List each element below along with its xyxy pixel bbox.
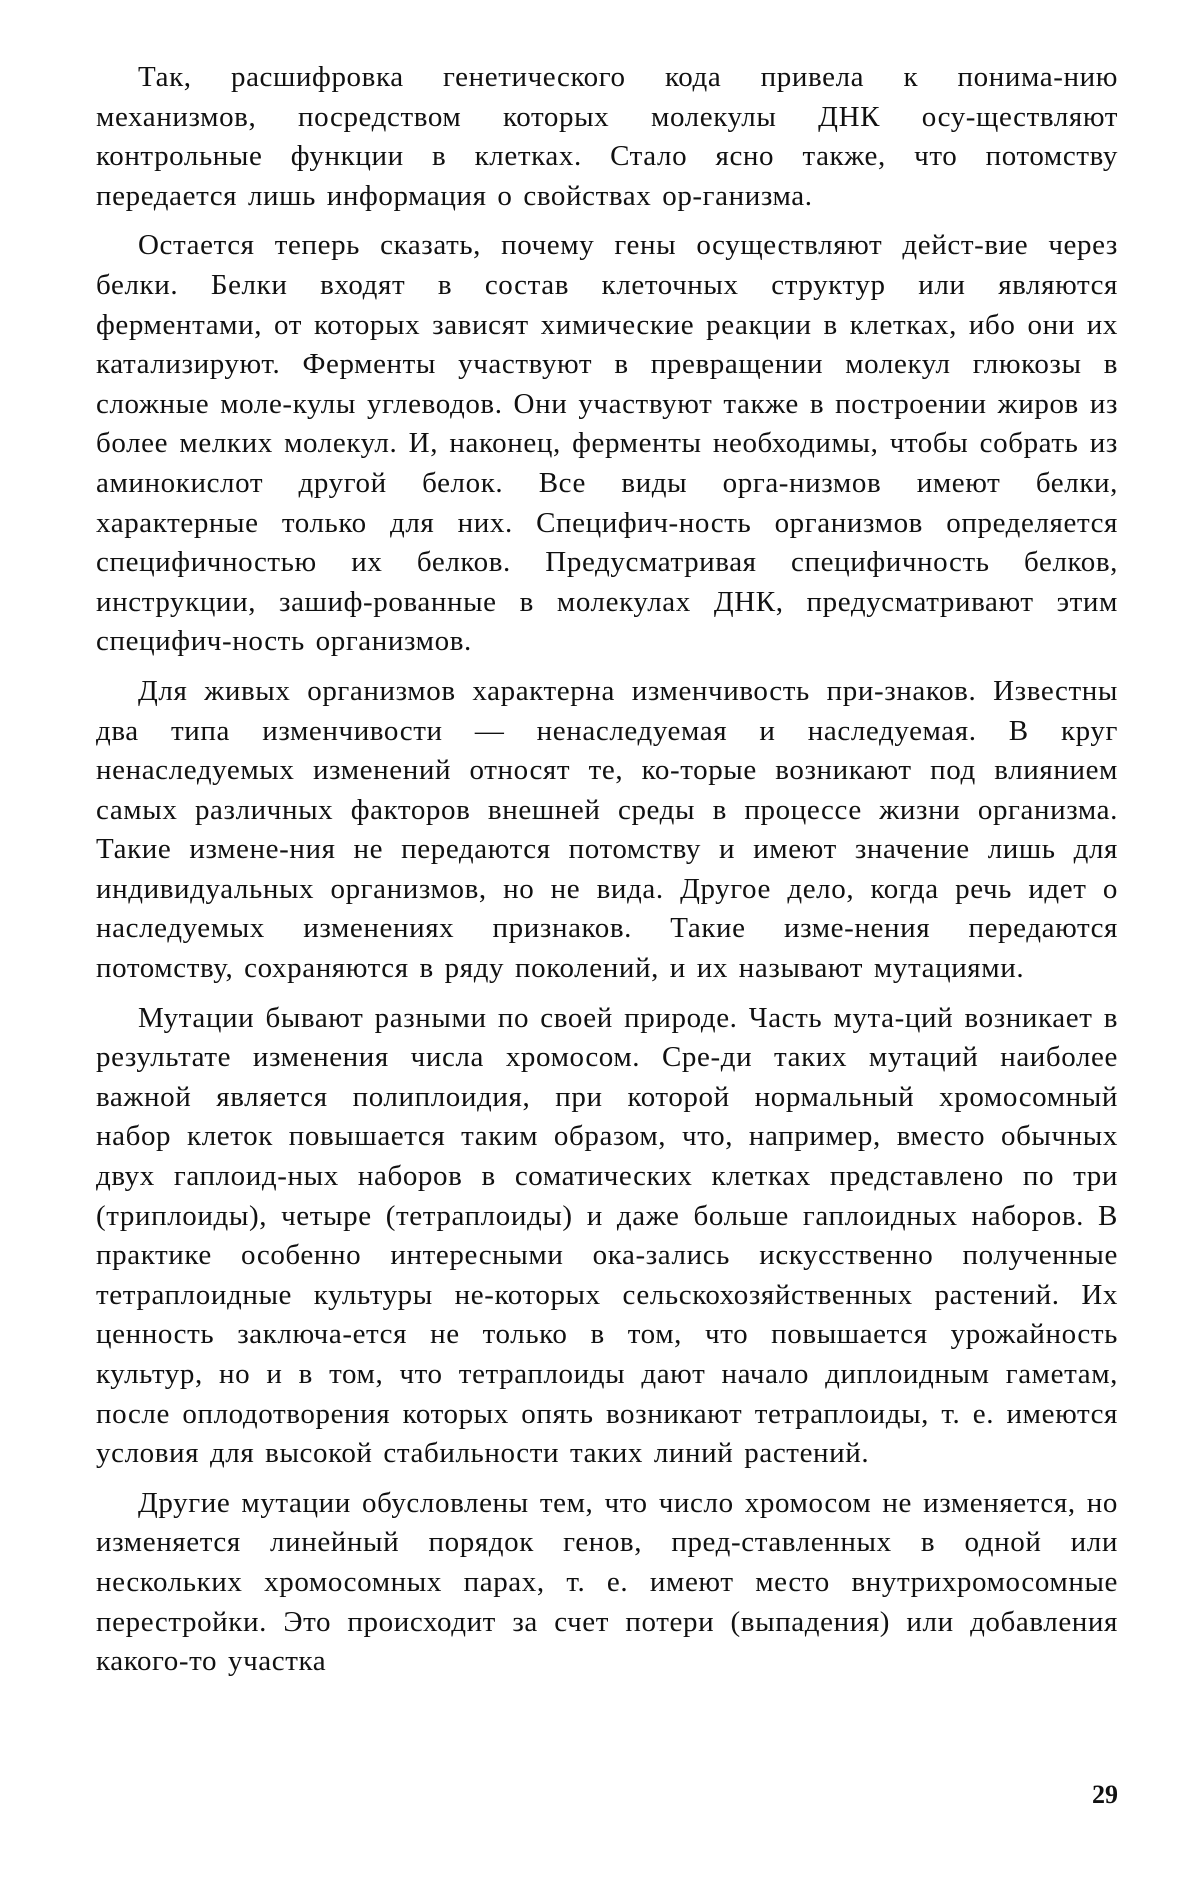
paragraph-variability: Для живых организмов характерна изменчивость при-знаков. Известны два типа изменчивости — ненаследуемая и наследуемая. В круг ненаследуемых изменений относят те, ко-торые возникают под влиянием самых различных факторов внешней среды в процессе жизни организма. Такие измене-ния не передаются потомству и имеют значение лишь для индивидуальных организмов, но не вида. Другое дело, когда речь идет о наследуемых изменениях признаков. Такие изме-нения передаются потомству, сохраняются в ряду поколений, и их называют мутациями. [96,674,1118,985]
page-number: 29 [1092,1780,1118,1809]
paragraph-genetic-code: Так, расшифровка генетического кода привела к понима-нию механизмов, посредством которых молекулы ДНК осу-ществляют контрольные функции в клетках. Стало ясно также, что потомству передается лишь информация о свойствах ор-ганизма. [96,61,1118,212]
page-body [96,58,1118,1692]
paragraph-mutations-polyploidy: Мутации бывают разными по своей природе. Часть мута-ций возникает в результате изменения числа хромосом. Сре-ди таких мутаций наиболее важной является полиплоидия, при которой нормальный хромосомный набор клеток повышается таким образом, что, например, вместо обычных двух гаплоид-ных наборов в соматических клетках представлено по три (триплоиды), четыре (тетраплоиды) и даже больше гаплоидных наборов. В практике особенно интересными ока-зались искусственно полученные тетраплоидные культуры не-которых сельскохозяйственных растений. Их ценность заключа-ется не только в том, что повышается урожайность культур, но и в том, что тетраплоиды дают начало диплоидным гаметам, после оплодотворения которых опять возникают тетраплоиды, т. е. имеются условия для высокой стабильности таких линий растений. [96,1001,1118,1470]
paragraph-chromosome-rearrangements: Другие мутации обусловлены тем, что число хромосом не изменяется, но изменяется линейный порядок генов, пред-ставленных в одной или нескольких хромосомных парах, т. е. имеют место внутрихромосомные перестройки. Это происходит за счет потери (выпадения) или добавления какого-то участка [96,1486,1118,1678]
paragraph-genes-proteins: Остается теперь сказать, почему гены осуществляют дейст-вие через белки. Белки входят в состав клеточных структур или являются ферментами, от которых зависят химические реакции в клетках, ибо они их катализируют. Ферменты участвуют в превращении молекул глюкозы в сложные моле-кулы углеводов. Они участвуют также в построении жиров из более мелких молекул. И, наконец, ферменты необходимы, чтобы собрать из аминокислот другой белок. Все виды орга-низмов имеют белки, характерные только для них. Специфич-ность организмов определяется специфичностью их белков. Предусматривая специфичность белков, инструкции, зашиф-рованные в молекулах ДНК, предусматривают этим специфич-ность организмов. [96,229,1118,658]
